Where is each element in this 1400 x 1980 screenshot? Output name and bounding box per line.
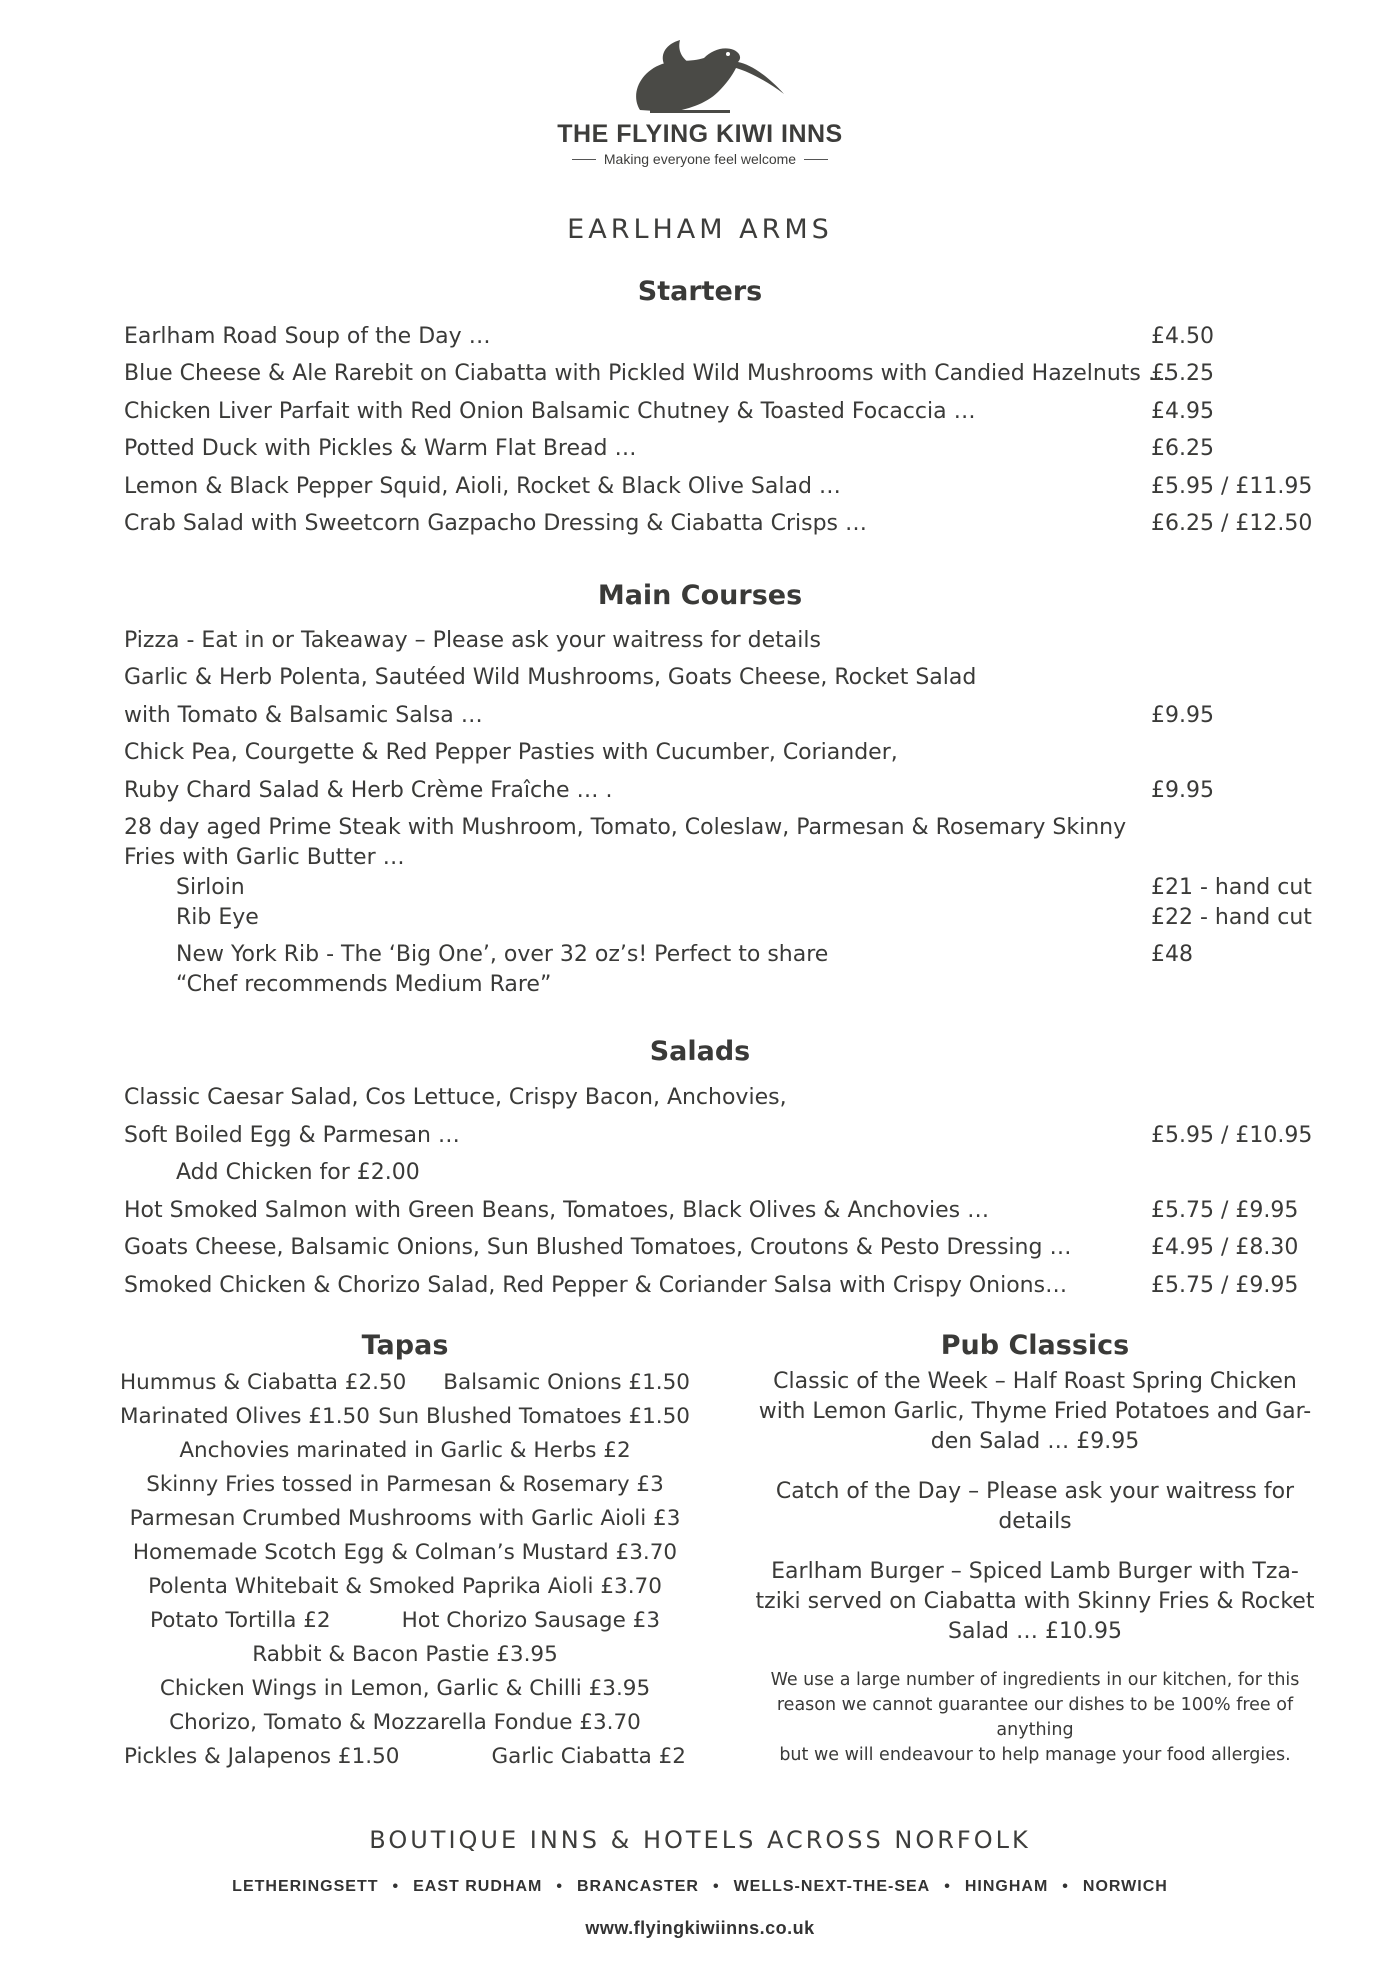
dish-name: New York Rib - The ‘Big One’, over 32 oz’s! Perfect to share (176, 942, 829, 967)
tapas-item: Homemade Scotch Egg & Colman’s Mustard £3.70 (132, 1540, 678, 1565)
tapas-item: Hot Chorizo Sausage £3 (401, 1608, 660, 1633)
dish-name: Goats Cheese, Balsamic Onions, Sun Blushed Tomatoes, Croutons & Pesto Dressing … (124, 1235, 1072, 1260)
pub-line: Classic of the Week – Half Roast Spring Chicken (773, 1369, 1297, 1394)
dish-name: Sirloin (176, 875, 245, 900)
tapas-item: Anchovies marinated in Garlic & Herbs £2 (179, 1438, 631, 1463)
separator-dot: • (1062, 1878, 1069, 1895)
pub-line: details (998, 1509, 1072, 1534)
pub-line: tziki served on Ciabatta with Skinny Fries & Rocket (755, 1589, 1315, 1614)
tapas-item: Rabbit & Bacon Pastie £3.95 (252, 1642, 558, 1667)
town-name: NORWICH (1082, 1878, 1168, 1895)
steak-line-2: Fries with Garlic Butter … (124, 845, 405, 870)
dish-name: Ruby Chard Salad & Herb Crème Fraîche … . (124, 778, 613, 803)
tapas-item: Pickles & Jalapenos £1.50 (124, 1744, 400, 1769)
tapas-item: Garlic Ciabatta £2 (491, 1744, 686, 1769)
venue-name: EARLHAM ARMS (567, 214, 833, 245)
logo-block (0, 36, 1400, 167)
dish-price: £5.95 / £10.95 (1151, 1123, 1313, 1148)
dish-price: £9.95 (1151, 778, 1214, 803)
catch-of-day (745, 1477, 1325, 1537)
add-chicken-note: Add Chicken for £2.00 (176, 1160, 420, 1185)
dish-price: £21 - hand cut (1151, 875, 1312, 900)
dish-price: £5.95 / £11.95 (1151, 474, 1313, 499)
starter-row (124, 511, 1313, 547)
dish-name: Soft Boiled Egg & Parmesan … (124, 1123, 460, 1148)
dish-price: £6.25 (1151, 436, 1214, 461)
salad-row (124, 1198, 1304, 1234)
salad-row (124, 1273, 1304, 1309)
pizza-note: Pizza - Eat in or Takeaway – Please ask your waitress for details (124, 628, 821, 653)
polenta-line-1: Garlic & Herb Polenta, Sautéed Wild Mushrooms, Goats Cheese, Rocket Salad (124, 665, 977, 690)
dish-price: £5.75 / £9.95 (1151, 1198, 1299, 1223)
allergy-line: We use a large number of ingredients in our kitchen, for this (770, 1670, 1300, 1690)
caesar-row (124, 1123, 1313, 1159)
mains-title: Main Courses (597, 580, 803, 611)
tapas-list (110, 1366, 700, 1774)
separator-dot: • (712, 1878, 720, 1895)
town-name: HINGHAM (964, 1878, 1049, 1895)
kiwi-bird-icon (600, 36, 800, 116)
town-list (0, 1878, 1400, 1896)
tapas-pair-row (110, 1604, 700, 1638)
allergy-line: reason we cannot guarantee our dishes to be 100% free of anything (776, 1695, 1294, 1740)
starter-row (124, 324, 1304, 360)
town-name: WELLS-NEXT-THE-SEA (733, 1878, 931, 1895)
website-link[interactable]: www.flyingkiwiinns.co.uk (585, 1918, 815, 1938)
dish-price: £5.25 (1151, 361, 1214, 386)
tapas-item: Chicken Wings in Lemon, Garlic & Chilli £3.95 (159, 1676, 651, 1701)
caesar-line-1: Classic Caesar Salad, Cos Lettuce, Crispy Bacon, Anchovies, (124, 1085, 787, 1110)
tapas-item: Skinny Fries tossed in Parmesan & Rosemary £3 (146, 1472, 664, 1497)
pub-line: Salad … £10.95 (948, 1619, 1122, 1644)
tapas-item: Hummus & Ciabatta £2.50 (120, 1370, 407, 1395)
tagline-rule-left (572, 159, 596, 160)
allergy-notice (745, 1668, 1325, 1768)
tagline (0, 151, 1400, 167)
tapas-item: Polenta Whitebait & Smoked Paprika Aioli £3.70 (148, 1574, 662, 1599)
pub-line: den Salad … £9.95 (930, 1429, 1140, 1454)
dish-price: £4.50 (1151, 324, 1214, 349)
starter-row (124, 399, 1304, 435)
town-name: LETHERINGSETT (232, 1878, 379, 1895)
tapas-item: Balsamic Onions £1.50 (443, 1370, 690, 1395)
tapas-item: Chorizo, Tomato & Mozzarella Fondue £3.70 (169, 1710, 641, 1735)
separator-dot: • (392, 1878, 400, 1895)
dish-name: Smoked Chicken & Chorizo Salad, Red Pepper & Coriander Salsa with Crispy Onions… (124, 1273, 1068, 1298)
starter-row (124, 361, 1304, 397)
pub-classics-title: Pub Classics (940, 1330, 1130, 1361)
dish-name: Earlham Road Soup of the Day … (124, 324, 491, 349)
tapas-pair-row (110, 1400, 700, 1434)
earlham-burger (745, 1557, 1325, 1647)
brand-name: THE FLYING KIWI INNS (557, 120, 843, 148)
pub-line: with Lemon Garlic, Thyme Fried Potatoes and Gar- (758, 1399, 1312, 1424)
tapas-title: Tapas (361, 1330, 449, 1361)
footer-title: BOUTIQUE INNS & HOTELS ACROSS NORFOLK (369, 1826, 1031, 1854)
starters-title: Starters (637, 276, 763, 307)
allergy-line: but we will endeavour to help manage your food allergies. (779, 1745, 1291, 1765)
starter-row (124, 474, 1313, 510)
starter-row (124, 436, 1304, 472)
dish-name: Chicken Liver Parfait with Red Onion Balsamic Chutney & Toasted Focaccia … (124, 399, 976, 424)
tapas-item: Potato Tortilla £2 (150, 1608, 331, 1633)
pub-line: Earlham Burger – Spiced Lamb Burger with Tza- (771, 1559, 1299, 1584)
dish-name: Blue Cheese & Ale Rarebit on Ciabatta with Pickled Wild Mushrooms with Candied Hazelnuts … (124, 361, 1170, 386)
tapas-item: Sun Blushed Tomatoes £1.50 (378, 1404, 690, 1429)
tapas-pair-row (110, 1366, 700, 1400)
town-name: BRANCASTER (576, 1878, 699, 1895)
dish-price: £6.25 / £12.50 (1151, 511, 1313, 536)
tapas-item: Parmesan Crumbed Mushrooms with Garlic Aioli £3 (129, 1506, 681, 1531)
dish-name: Hot Smoked Salmon with Green Beans, Tomatoes, Black Olives & Anchovies … (124, 1198, 990, 1223)
dish-price: £4.95 / £8.30 (1151, 1235, 1299, 1260)
dish-price: £5.75 / £9.95 (1151, 1273, 1299, 1298)
dish-name: Rib Eye (176, 905, 259, 930)
tapas-pair-row (110, 1740, 700, 1774)
tapas-item: Marinated Olives £1.50 (120, 1404, 370, 1429)
dish-price: £9.95 (1151, 703, 1214, 728)
pasties-row (124, 778, 1304, 814)
separator-dot: • (944, 1878, 951, 1895)
tagline-rule-right (804, 159, 828, 160)
salads-title: Salads (649, 1036, 751, 1067)
dish-name: Lemon & Black Pepper Squid, Aioli, Rocket & Black Olive Salad … (124, 474, 841, 499)
dish-name: with Tomato & Balsamic Salsa … (124, 703, 483, 728)
dish-price: £22 - hand cut (1151, 905, 1312, 930)
dish-price: £48 (1151, 942, 1193, 967)
salad-row (124, 1235, 1304, 1271)
town-name: EAST RUDHAM (413, 1878, 543, 1895)
pub-line: Catch of the Day – Please ask your waitress for (775, 1479, 1295, 1504)
tagline-text: Making everyone feel welcome (603, 151, 797, 167)
separator-dot: • (556, 1878, 563, 1895)
polenta-row (124, 703, 1304, 739)
pasties-line-1: Chick Pea, Courgette & Red Pepper Pasties with Cucumber, Coriander, (124, 740, 898, 765)
dish-name: Crab Salad with Sweetcorn Gazpacho Dressing & Ciabatta Crisps … (124, 511, 867, 536)
classic-of-week (745, 1367, 1325, 1457)
dish-name: Potted Duck with Pickles & Warm Flat Bread … (124, 436, 637, 461)
ribeye-row (124, 905, 1312, 941)
dish-price: £4.95 (1151, 399, 1214, 424)
nyrib-note: “Chef recommends Medium Rare” (176, 972, 552, 997)
steak-line-1: 28 day aged Prime Steak with Mushroom, Tomato, Coleslaw, Parmesan & Rosemary Skinny (124, 815, 1127, 840)
